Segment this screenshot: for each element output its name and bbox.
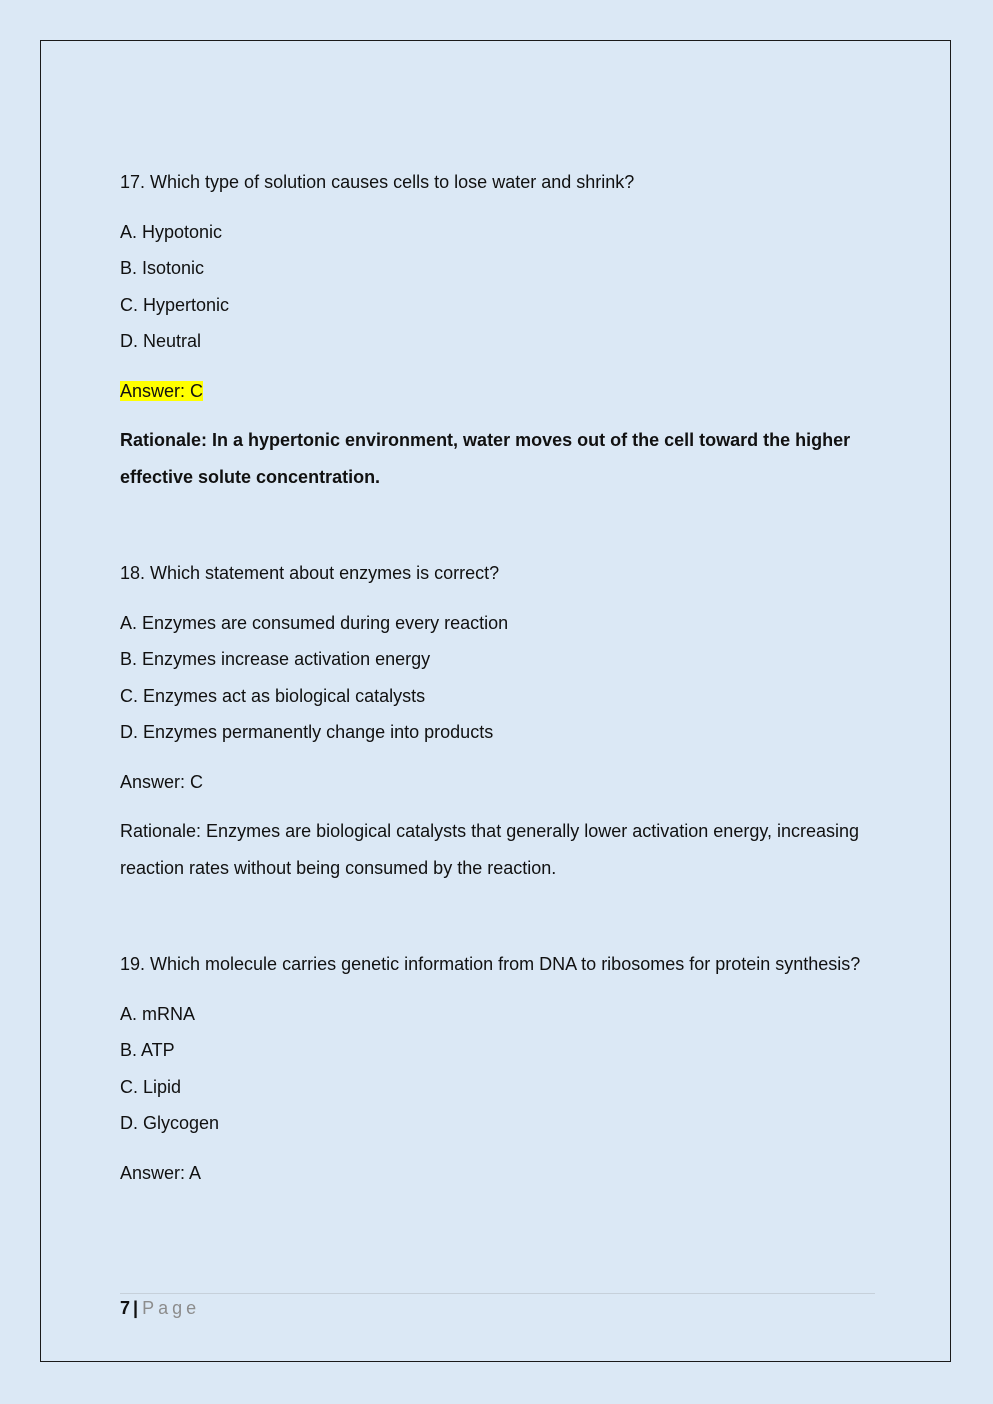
option-d: D. Glycogen xyxy=(120,1113,220,1133)
question-text: 19. Which molecule carries genetic information from DNA to ribosomes for protein synthesis? xyxy=(120,954,861,974)
option-a: A. Hypotonic xyxy=(120,221,223,242)
options-list xyxy=(120,605,880,751)
footer-divider xyxy=(120,1293,875,1294)
answer-line: Answer: A xyxy=(120,1162,202,1183)
question-text: 18. Which statement about enzymes is correct? xyxy=(120,563,500,583)
option-a: A. Enzymes are consumed during every reaction xyxy=(120,612,509,633)
answer-highlight: Answer: C xyxy=(120,380,204,401)
question-block-17 xyxy=(120,164,880,495)
option-b: B. Enzymes increase activation energy xyxy=(120,649,431,669)
question-block-19 xyxy=(120,946,880,1191)
option-c: C. Hypertonic xyxy=(120,294,230,315)
option-d: D. Neutral xyxy=(120,331,202,351)
answer-line: Answer: C xyxy=(120,771,204,792)
answer-line xyxy=(120,373,880,410)
options-list xyxy=(120,214,880,360)
option-b: B. ATP xyxy=(120,1040,175,1060)
option-c: C. Lipid xyxy=(120,1076,182,1097)
rationale-text: Rationale: Enzymes are biological catalysts that generally lower activation energy, increasing reaction rates without being consumed by the reaction. xyxy=(120,821,860,878)
footer-separator: | xyxy=(133,1298,139,1318)
options-list xyxy=(120,996,880,1142)
rationale-text: Rationale: In a hypertonic environment, water moves out of the cell toward the higher effective solute concentration. xyxy=(120,430,851,487)
option-b: B. Isotonic xyxy=(120,258,205,278)
page-footer xyxy=(120,1296,200,1320)
page-number: 7 xyxy=(120,1298,131,1318)
option-a: A. mRNA xyxy=(120,1003,196,1024)
option-d: D. Enzymes permanently change into products xyxy=(120,722,494,742)
document-content xyxy=(120,164,880,1251)
option-c: C. Enzymes act as biological catalysts xyxy=(120,685,426,706)
page-label: Page xyxy=(142,1298,201,1318)
question-block-18 xyxy=(120,555,880,886)
question-text: 17. Which type of solution causes cells to lose water and shrink? xyxy=(120,172,635,192)
